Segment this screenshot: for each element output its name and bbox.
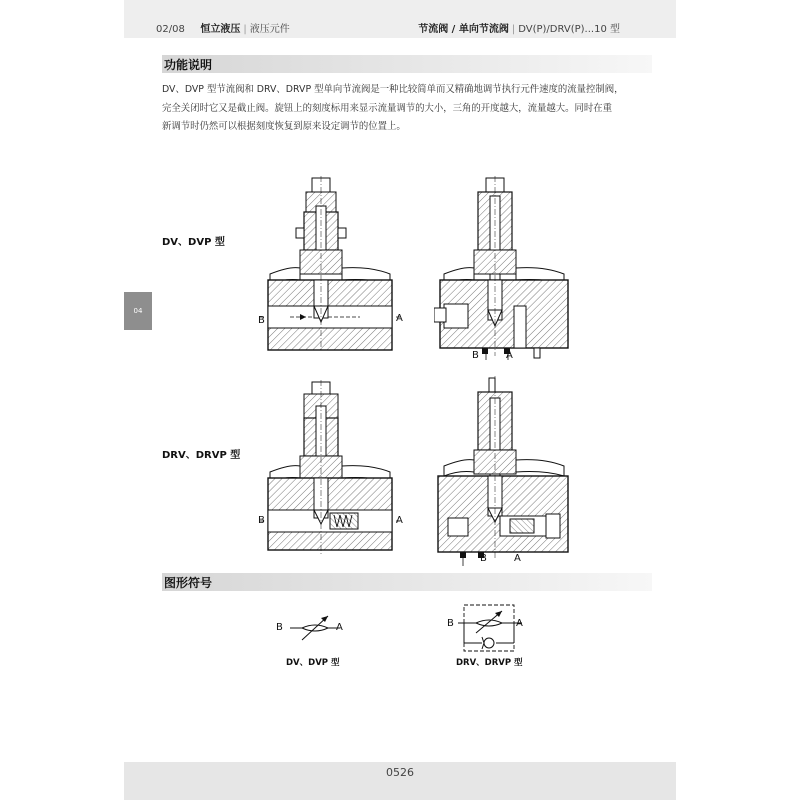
description-line: 完全关闭时它又是截止阀。旋钮上的刻度标用来显示流量调节的大小，三角的开度越大，流量越大。同时在重 [162, 102, 613, 114]
symbols-section-header [162, 573, 652, 591]
dv-port-a: A [396, 313, 403, 324]
header-right: 节流阀 / 单向节流阀 | DV(P)/DRV(P)...10 型 [418, 24, 620, 35]
function-section-header [162, 55, 652, 73]
function-section-title: 功能说明 [164, 58, 213, 72]
function-description [162, 81, 662, 137]
page-number: 0526 [386, 766, 414, 779]
dvp-port-a: A [506, 350, 513, 361]
catalog-page [124, 0, 676, 800]
drvp-port-a: A [514, 553, 521, 564]
header-brand: 恒立液压 [200, 24, 241, 35]
one-way-throttle-valve-symbol [458, 603, 522, 655]
drv-port-a: A [396, 515, 403, 526]
header-product-group: 节流阀 / 单向节流阀 [418, 24, 509, 35]
dv-port-b: B [258, 315, 265, 326]
chapter-tab: 04 [124, 292, 152, 330]
dvp-sectional-drawing [434, 176, 574, 366]
drv-drvp-label: DRV、DRVP 型 [162, 450, 241, 461]
drv-port-b: B [258, 515, 265, 526]
dvp-port-b: B [472, 350, 479, 361]
symbol2-port-b: B [447, 618, 454, 629]
dv-sectional-drawing [260, 176, 400, 356]
page-header [124, 0, 676, 38]
throttle-valve-symbol [290, 608, 340, 648]
dv-dvp-label: DV、DVP 型 [162, 237, 225, 248]
symbols-section-title: 图形符号 [164, 576, 213, 590]
description-line: DV、DVP 型节流阀和 DRV、DRVP 型单向节流阀是一种比较简单而又精确地调节执行元件速度的流量控制阀， [162, 84, 624, 95]
symbol2-label: DRV、DRVP 型 [456, 658, 523, 668]
symbol2-port-a: A [516, 618, 523, 629]
drvp-port-b: B [480, 553, 487, 564]
drv-sectional-drawing [260, 380, 400, 560]
header-model: DV(P)/DRV(P)...10 型 [518, 24, 620, 35]
drvp-sectional-drawing [434, 376, 584, 572]
symbol1-label: DV、DVP 型 [286, 658, 340, 668]
header-left: 02/08 恒立液压 | 液压元件 [156, 24, 290, 35]
description-line: 新调节时仍然可以根据刻度恢复到原来设定调节的位置上。 [162, 121, 406, 132]
header-page-index: 02/08 [156, 24, 185, 35]
symbol1-port-b: B [276, 622, 283, 633]
header-category: 液压元件 [249, 24, 290, 35]
symbol1-port-a: A [336, 622, 343, 633]
